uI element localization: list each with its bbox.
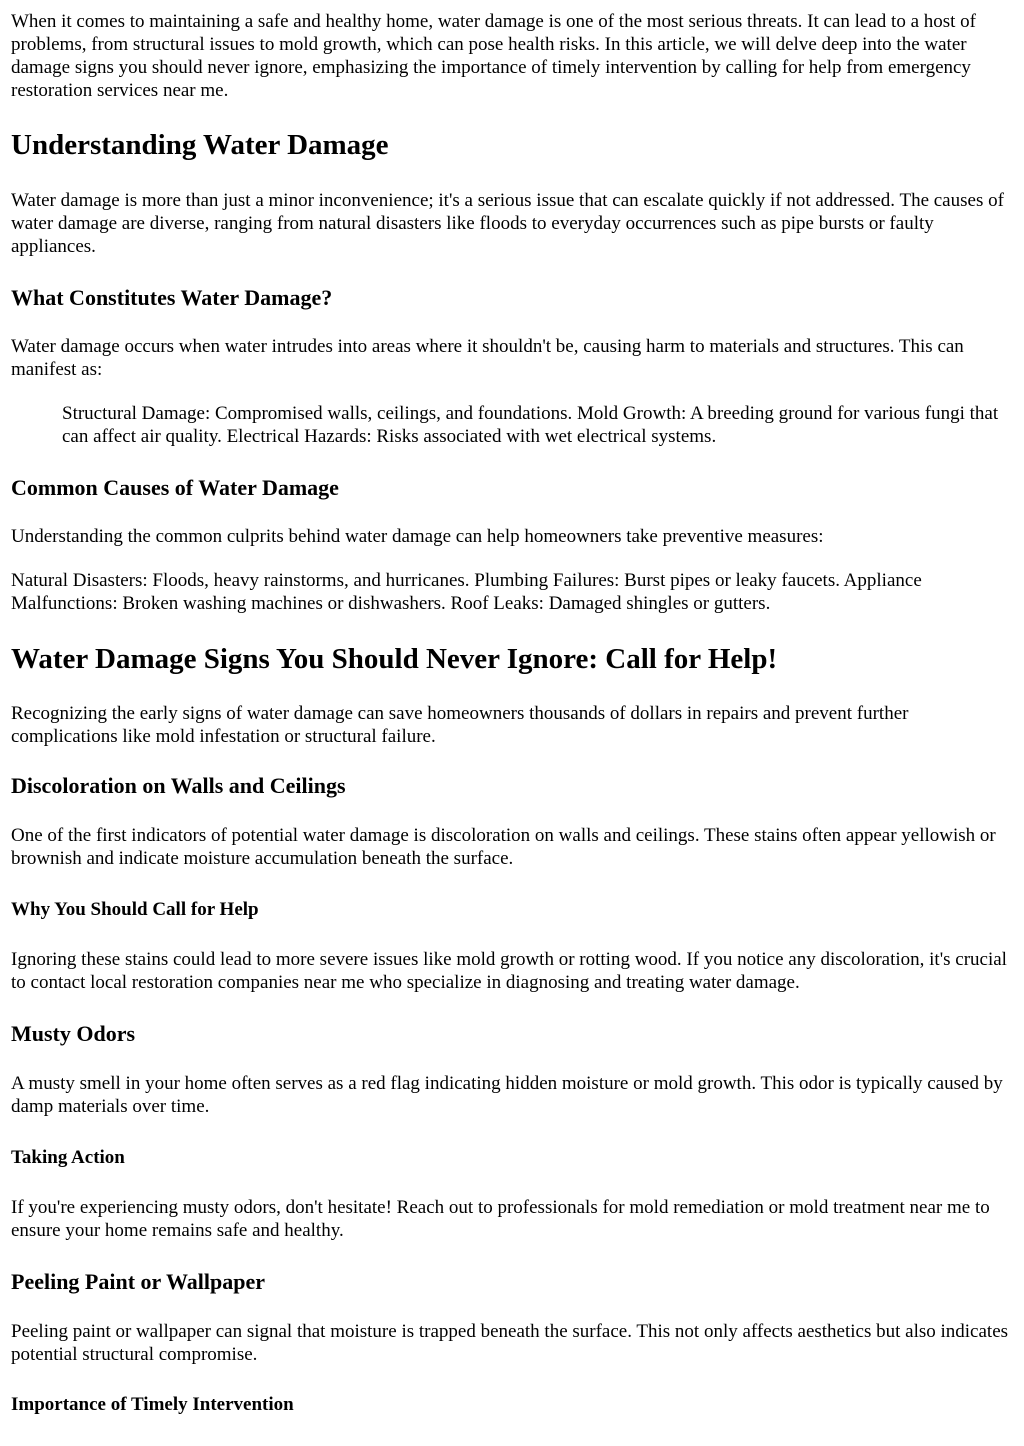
- heading-understanding-water-damage: Understanding Water Damage: [11, 129, 389, 161]
- heading-musty-odors: Musty Odors: [11, 1021, 136, 1046]
- paragraph-causes: Understanding the common culprits behind water damage can help homeowners take preventive measures:: [11, 526, 824, 547]
- paragraph-taking-action: If you're experiencing musty odors, don't hesitate! Reach out to professionals for mold remediation or mold treatment near me to ensure your home remains safe and healthy.: [11, 1197, 990, 1241]
- subheading-why-call-for-help: Why You Should Call for Help: [11, 899, 259, 920]
- heading-discoloration: Discoloration on Walls and Ceilings: [11, 773, 346, 798]
- paragraph-understanding: Water damage is more than just a minor inconvenience; it's a serious issue that can escalate quickly if not addressed. The causes of water damage are diverse, ranging from natural disasters like floods to everyday occurrences such as pipe bursts or faulty appliances.: [11, 190, 1004, 257]
- paragraph-discoloration: One of the first indicators of potential water damage is discoloration on walls and ceilings. These stains often appear yellowish or brownish and indicate moisture accumulation beneath the surface.: [11, 825, 996, 869]
- heading-what-constitutes: What Constitutes Water Damage?: [11, 285, 333, 310]
- causes-list: Natural Disasters: Floods, heavy rainstorms, and hurricanes. Plumbing Failures: Burst pipes or leaky faucets. Appliance Malfunctions: Broken washing machines or dishwashers. Roof Leaks: Damaged shingles or gutters.: [11, 570, 922, 614]
- subheading-taking-action: Taking Action: [11, 1147, 125, 1168]
- heading-common-causes: Common Causes of Water Damage: [11, 475, 339, 500]
- heading-water-damage-signs: Water Damage Signs You Should Never Ignore: Call for Help!: [11, 643, 778, 675]
- paragraph-musty: A musty smell in your home often serves as a red flag indicating hidden moisture or mold growth. This odor is typically caused by damp materials over time.: [11, 1073, 1003, 1117]
- paragraph-signs: Recognizing the early signs of water damage can save homeowners thousands of dollars in repairs and prevent further complications like mold infestation or structural failure.: [11, 703, 909, 747]
- heading-peeling-paint: Peeling Paint or Wallpaper: [11, 1269, 266, 1294]
- paragraph-peeling: Peeling paint or wallpaper can signal that moisture is trapped beneath the surface. This not only affects aesthetics but also indicates potential structural compromise.: [11, 1321, 1009, 1365]
- paragraph-why-call: Ignoring these stains could lead to more severe issues like mold growth or rotting wood. If you notice any discoloration, it's crucial to contact local restoration companies near me who specialize in diagnosing and treating water damage.: [11, 949, 1007, 993]
- blockquote-damage-types: Structural Damage: Compromised walls, ceilings, and foundations. Mold Growth: A breeding ground for various fungi that can affect air quality. Electrical Hazards: Risks associated with wet electrical systems.: [62, 403, 999, 447]
- intro-paragraph: When it comes to maintaining a safe and healthy home, water damage is one of the most serious threats. It can lead to a host of problems, from structural issues to mold growth, which can pose health risks. In this article, we will delve deep into the water damage signs you should never ignore, emphasizing the importance of timely intervention by calling for help from emergency restoration services near me.: [11, 11, 977, 101]
- subheading-timely-intervention: Importance of Timely Intervention: [11, 1394, 294, 1415]
- paragraph-constitutes: Water damage occurs when water intrudes into areas where it shouldn't be, causing harm to materials and structures. This can manifest as:: [11, 336, 964, 380]
